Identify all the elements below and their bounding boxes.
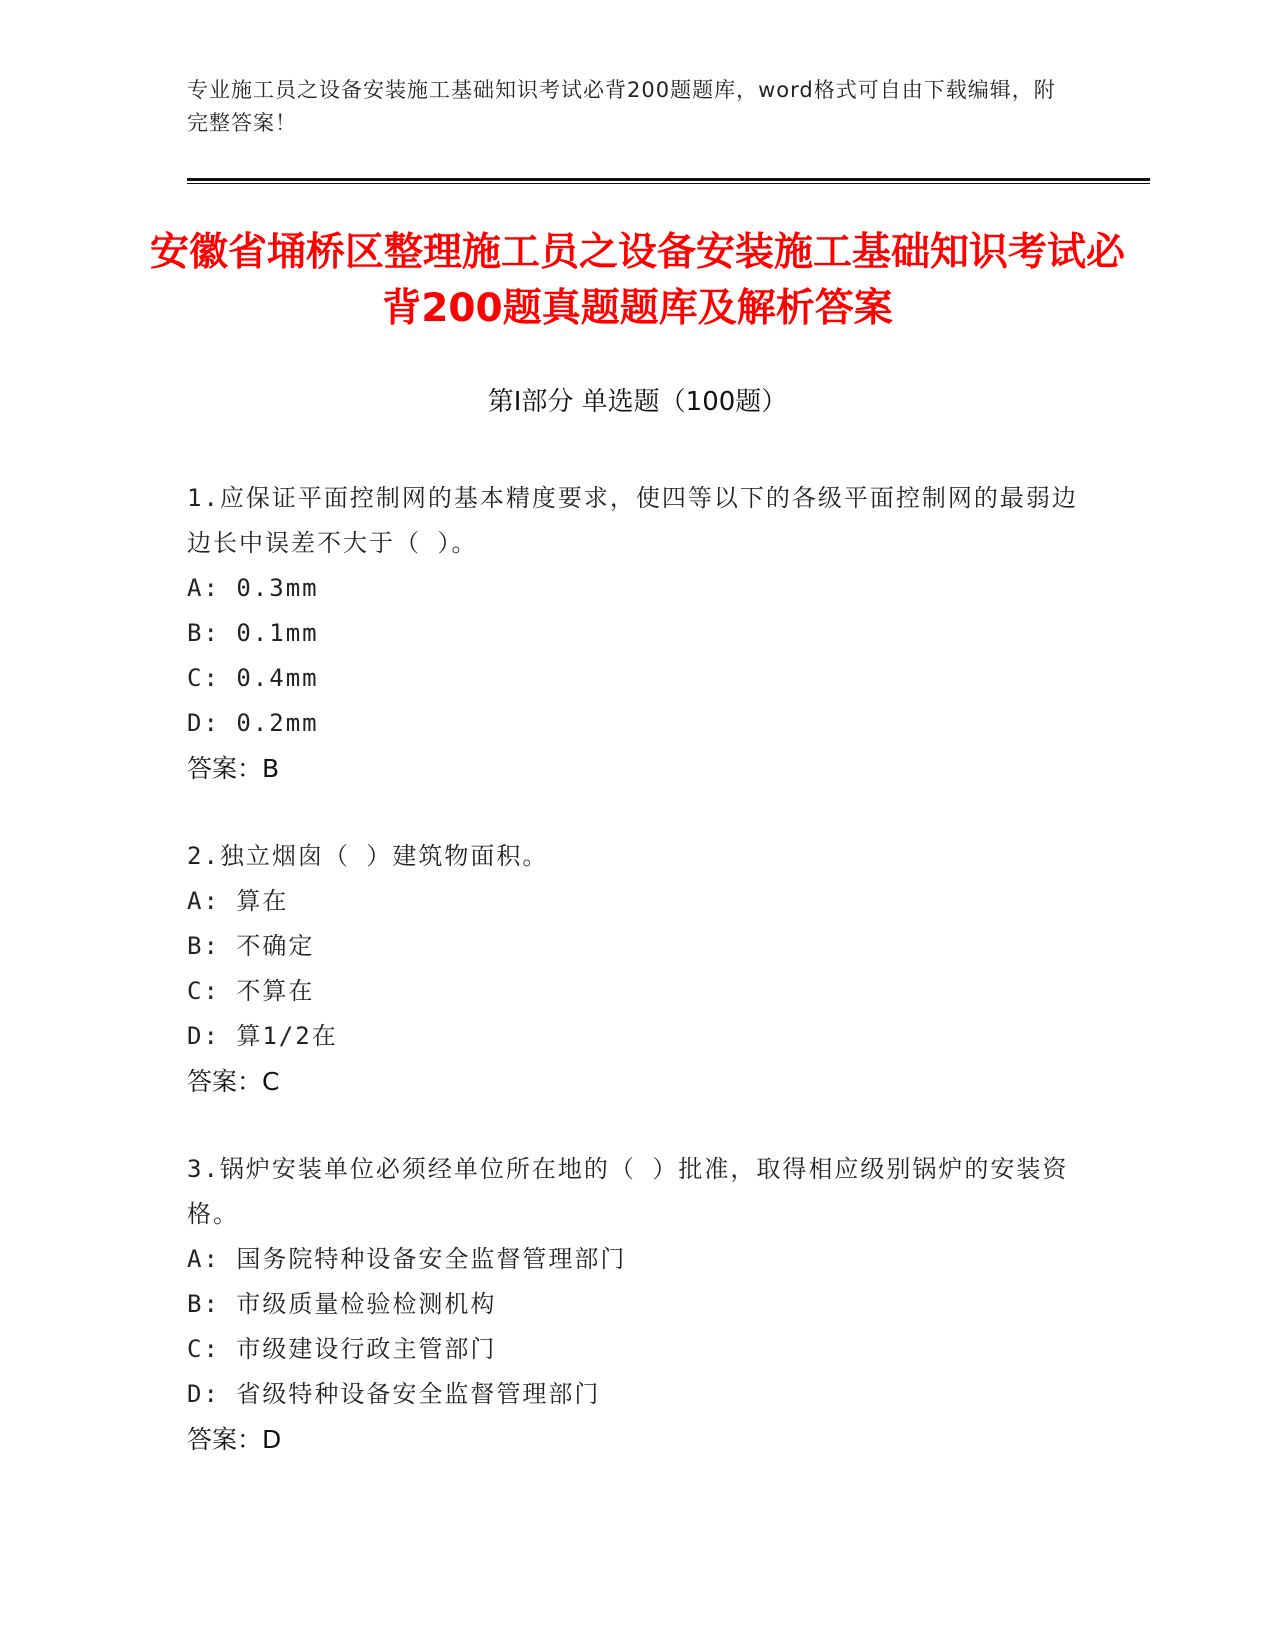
option-d: D: 0.2mm [187,709,319,737]
question-list [187,476,1087,1505]
option-c: C: 市级建设行政主管部门 [187,1335,497,1363]
answer-line: 答案：B [187,754,280,783]
answer-line: 答案：D [187,1425,282,1454]
header-note: 专业施工员之设备安装施工基础知识考试必背200题题库，word格式可自由下载编辑，附完整答案！ [187,78,1056,135]
option-a: A: 算在 [187,887,289,915]
option-d: D: 省级特种设备安全监督管理部门 [187,1380,601,1408]
section-heading: 第Ⅰ部分 单选题（100题） [487,387,788,417]
option-c: C: 不算在 [187,977,315,1005]
option-a: A: 0.3mm [187,574,319,602]
document-title: 安徽省埇桥区整理施工员之设备安装施工基础知识考试必背200题真题题库及解析答案 [150,230,1126,331]
option-a: A: 国务院特种设备安全监督管理部门 [187,1245,627,1273]
question-stem: 2.独立烟囱（ ）建筑物面积。 [187,842,549,870]
option-b: B: 不确定 [187,932,315,960]
option-b: B: 0.1mm [187,619,319,647]
question-item [187,834,1087,1104]
question-item [187,1147,1087,1462]
question-stem: 1.应保证平面控制网的基本精度要求，使四等以下的各级平面控制网的最弱边边长中误差不大于（ ）。 [187,484,1078,557]
question-item [187,476,1087,791]
header-divider-thick [187,178,1150,181]
answer-line: 答案：C [187,1067,280,1096]
option-c: C: 0.4mm [187,664,319,692]
option-b: B: 市级质量检验检测机构 [187,1290,497,1318]
option-d: D: 算1/2在 [187,1022,338,1050]
header-divider-thin [187,183,1150,184]
question-stem: 3.锅炉安装单位必须经单位所在地的（ ）批准，取得相应级别锅炉的安装资格。 [187,1155,1069,1228]
